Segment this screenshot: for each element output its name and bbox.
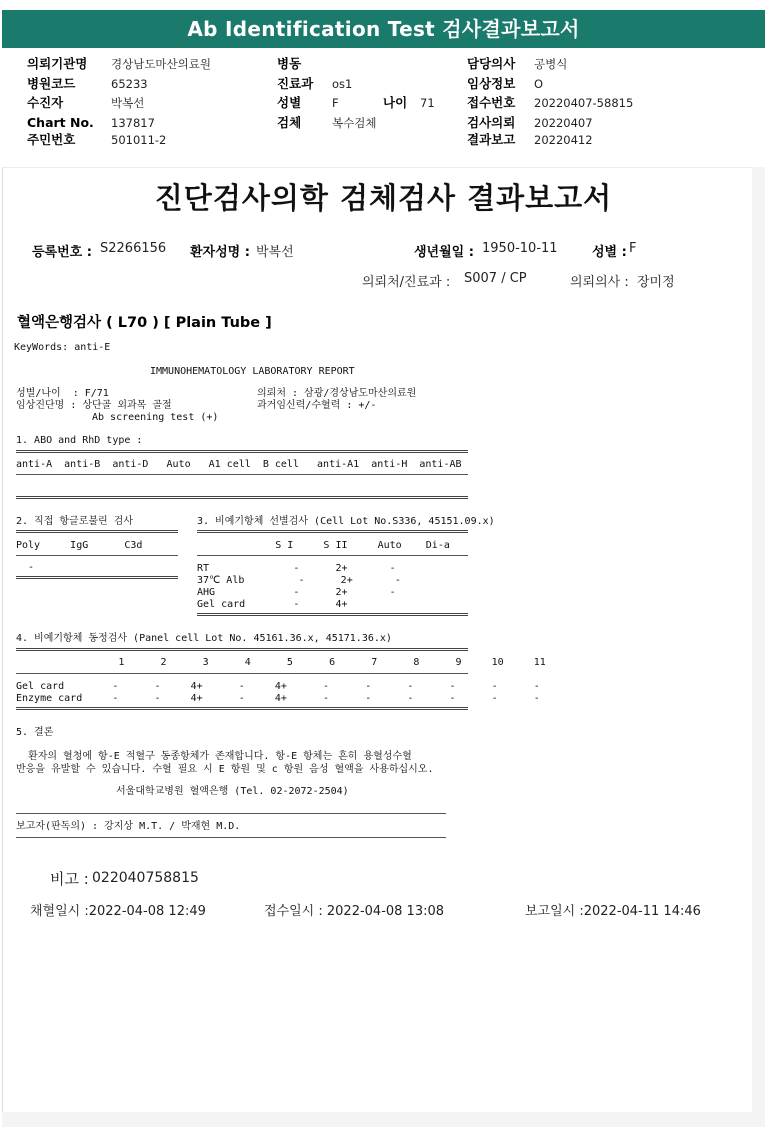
divider (197, 555, 468, 556)
divider (16, 474, 468, 475)
doctor-value: 장미정 (637, 275, 675, 290)
header-value: 공병식 (534, 57, 568, 71)
institution: 서울대학교병원 혈액은행 (Tel. 02-2072-2504) (116, 786, 349, 797)
page-shadow (752, 167, 765, 1127)
patient-name-value: 박복선 (256, 245, 294, 260)
header-label: Chart No. (27, 115, 94, 130)
info-history: 과거임신력/수혈력 : +/- (257, 400, 377, 411)
header-value: 복수검체 (332, 116, 377, 130)
sec3-row: 37℃ Alb - 2+ - (197, 575, 401, 586)
sec2-columns: Poly IgG C3d (16, 540, 143, 551)
sec4-row: Enzyme card - - 4+ - 4+ - - - - - - (16, 693, 540, 704)
header-label: 접수번호 (467, 95, 516, 110)
header-value: 박복선 (111, 96, 145, 110)
sec4-title: 4. 비예기항체 동정검사 (Panel cell Lot No. 45161.36.x, 45171.36.x) (16, 633, 392, 644)
sec3-row: AHG - 2+ - (197, 587, 396, 598)
reg-no-value: S2266156 (100, 241, 167, 256)
divider (16, 450, 468, 453)
sec3-title: 3. 비예기항체 선별검사 (Cell Lot No.S336, 45151.09.x) (197, 516, 495, 527)
header-label: 검체 (277, 115, 302, 130)
header-label: 진료과 (277, 76, 314, 91)
lab-report-heading: IMMUNOHEMATOLOGY LABORATORY REPORT (150, 366, 355, 377)
patient-name-label: 환자성명 : (190, 245, 250, 260)
doctor-label: 의뢰의사 : (570, 275, 629, 290)
sec4-row: Gel card - - 4+ - 4+ - - - - - - (16, 681, 540, 692)
header-value: 20220407 (534, 116, 593, 130)
info-requester: 의뢰처 : 삼광/경상남도마산의료원 (257, 388, 417, 399)
sec3-row: RT - 2+ - (197, 563, 396, 574)
divider (16, 813, 446, 814)
header-label: 수진자 (27, 95, 64, 110)
sex-value: F (629, 241, 637, 256)
info-screen: Ab screening test (+) (92, 412, 219, 423)
info-diagnosis: 임상진단명 : 상단골 외과목 골절 (16, 400, 172, 411)
report-banner-title: Ab Identification Test 검사결과보고서 (2, 10, 765, 48)
reg-no-label: 등록번호 : (32, 245, 92, 260)
sec5-title: 5. 결론 (16, 727, 54, 738)
dept-value: S007 / CP (464, 271, 527, 286)
section-title: 혈액은행검사 ( L70 ) [ Plain Tube ] (17, 315, 272, 331)
dept-label: 의뢰처/진료과 : (362, 275, 451, 290)
dob-label: 생년월일 : (414, 245, 474, 260)
header-value: 20220407-58815 (534, 96, 634, 110)
header-label: 의뢰기관명 (27, 56, 88, 71)
header-value: 501011-2 (111, 133, 167, 147)
header-value: O (534, 77, 544, 91)
divider (16, 530, 178, 533)
sec3-columns: S I S II Auto Di-a (197, 540, 450, 551)
header-value: 20220412 (534, 133, 593, 147)
header-label: 성별 (277, 95, 302, 110)
header-label: 병동 (277, 56, 302, 71)
document-title: 진단검사의학 검체검사 결과보고서 (154, 181, 613, 215)
conclusion-line: 환자의 혈청에 항-E 적혈구 동종항체가 존재합니다. 항-E 항체는 흔히 용혈성수혈 (16, 751, 412, 762)
sec2-value: - (16, 562, 35, 573)
sec1-title: 1. ABO and RhD type : (16, 435, 143, 446)
receive-time: 접수일시 : 2022-04-08 13:08 (264, 904, 445, 919)
header-label: 병원코드 (27, 76, 76, 91)
info-sex-age: 성별/나이 : F/71 (16, 388, 109, 399)
sec4-columns: 1 2 3 4 5 6 7 8 9 10 11 (16, 657, 546, 668)
header-label: 검사의뢰 (467, 115, 516, 130)
dob-value: 1950-10-11 (482, 241, 558, 256)
collect-time: 채혈일시 :2022-04-08 12:49 (30, 904, 206, 919)
sex-label: 성별 : (592, 245, 627, 260)
divider (16, 673, 468, 674)
divider (197, 613, 468, 616)
header-value: 71 (420, 96, 435, 110)
divider (16, 496, 468, 499)
header-label: 결과보고 (467, 132, 516, 147)
note-label: 비고 : (50, 870, 89, 888)
header-value: F (332, 96, 339, 110)
conclusion-line: 반응을 유발할 수 있습니다. 수혈 필요 시 E 항원 및 c 항원 음성 혈액을 사용하십시오. (16, 764, 434, 775)
divider (197, 530, 468, 533)
report-time: 보고일시 :2022-04-11 14:46 (525, 904, 701, 919)
header-value: 경상남도마산의료원 (111, 57, 211, 71)
header-label: 담당의사 (467, 56, 516, 71)
header-label: 임상정보 (467, 76, 516, 91)
divider (16, 576, 178, 579)
header-value: 65233 (111, 77, 148, 91)
header-label: 주민번호 (27, 132, 76, 147)
divider (16, 707, 468, 710)
divider (16, 837, 446, 838)
header-value: 137817 (111, 116, 155, 130)
header-label: 나이 (383, 95, 408, 110)
header-value: os1 (332, 77, 353, 91)
divider (16, 555, 178, 556)
keywords: KeyWords: anti-E (14, 342, 111, 353)
note-value: 022040758815 (92, 870, 199, 886)
reporter: 보고자(판독의) : 강지상 M.T. / 박재현 M.D. (16, 821, 241, 832)
sec3-row: Gel card - 4+ (197, 599, 348, 610)
sec1-columns: anti-A anti-B anti-D Auto A1 cell B cell anti-A1 anti-H anti-AB (16, 459, 462, 470)
sec2-title: 2. 직접 항글로불린 검사 (16, 516, 134, 527)
divider (16, 648, 468, 651)
page-shadow (2, 1112, 765, 1127)
